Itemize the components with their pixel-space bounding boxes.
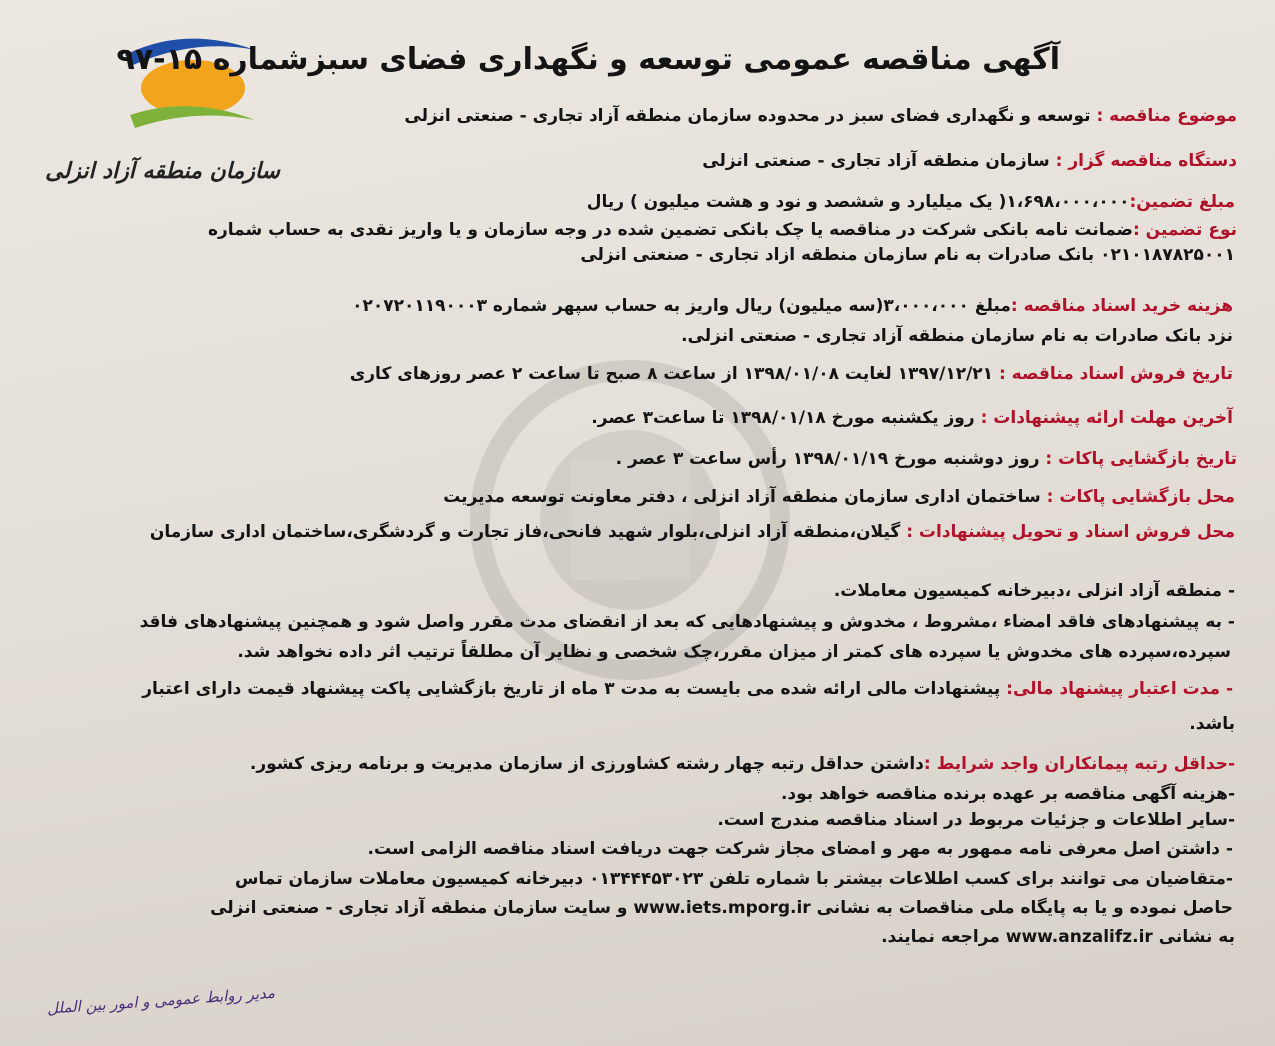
notice-line: [142, 677, 1233, 701]
notice-line-text: -سایر اطلاعات و جزئیات مربوط در اسناد مناقصه مندرج است.: [717, 810, 1235, 830]
notice-line-text: ضمانت نامه بانکی شرکت در مناقصه یا چک بانکی تضمین شده در وجه سازمان و یا واریز نقدی به حساب شماره: [207, 220, 1133, 240]
notice-line-text: نزد بانک صادرات به نام سازمان منطقه آزاد تجاری - صنعتی انزلی.: [681, 326, 1233, 346]
notice-line: [616, 447, 1237, 471]
notice-line: [443, 485, 1235, 509]
notice-line-text: مبلغ ۳،۰۰۰،۰۰۰(سه میلیون) ریال واریز به حساب سپهر شماره ۰۲۰۷۲۰۱۱۹۰۰۰۳: [352, 296, 1011, 316]
notice-line: [1189, 712, 1235, 736]
notice-line-text: ۰۲۱۰۱۸۷۸۲۵۰۰۱ بانک صادرات به نام سازمان منطقه ازاد تجاری - صنعتی انزلی: [580, 245, 1235, 265]
notice-line-text: ۱،۶۹۸،۰۰۰،۰۰۰( یک میلیارد و ششصد و نود و هشت میلیون ) ریال: [586, 192, 1130, 212]
signature: مدیر روابط عمومی و امور بین الملل: [46, 983, 276, 1018]
anzali-free-zone-logo-icon: [115, 20, 265, 140]
notice-line-text: پیشنهادات مالی ارائه شده می بایست به مدت ۳ ماه از تاریخ بازگشایی پاکت پیشنهاد قیمت دارای اعتبار: [142, 679, 1007, 699]
logo-text: سازمان منطقه آزاد انزلی: [45, 158, 280, 184]
notice-line: [580, 243, 1235, 267]
notice-line-label: محل فروش اسناد و تحویل پیشنهادات :: [906, 522, 1235, 542]
notice-line-text: داشتن حداقل رتبه چهار رشته کشاورزی از سازمان مدیریت و برنامه ریزی کشور.: [249, 754, 924, 774]
notice-line: [702, 149, 1237, 173]
notice-line-label: - مدت اعتبار پیشنهاد مالی:: [1006, 679, 1233, 699]
notice-line-label: تاریخ بازگشایی پاکات :: [1045, 449, 1237, 469]
notice-line-text: ساختمان اداری سازمان منطقه آزاد انزلی ، دفتر معاونت توسعه مدیریت: [443, 487, 1047, 507]
notice-line-text: به نشانی www.anzalifz.ir مراجعه نمایند.: [881, 927, 1235, 947]
notice-line-text: - داشتن اصل معرفی نامه ممهور به مهر و امضای مجاز شرکت جهت دریافت اسناد مناقصه الزامی است.: [367, 839, 1233, 859]
notice-line-label: دستگاه مناقصه گزار :: [1055, 151, 1237, 171]
notice-line: [352, 294, 1233, 318]
notice-line: [210, 896, 1233, 920]
notice-line: [208, 218, 1237, 242]
notice-line-text: روز یکشنبه مورخ ۱۳۹۸/۰۱/۱۸ تا ساعت۳ عصر.: [591, 408, 981, 428]
notice-line-text: روز دوشنبه مورخ ۱۳۹۸/۰۱/۱۹ رأس ساعت ۳ عصر .: [615, 449, 1046, 469]
notice-line-text: - به پیشنهادهای فاقد امضاء ،مشروط ، مخدوش و پیشنهادهایی که بعد از انقضای مدت مقرر واصل شود و همچنین پیشنهادهای فاقد: [139, 612, 1235, 632]
notice-line-text: -هزینه آگهی مناقصه بر عهده برنده مناقصه خواهد بود.: [780, 784, 1235, 804]
notice-line: [717, 808, 1235, 832]
notice-line: [237, 640, 1231, 664]
notice-line: [781, 782, 1235, 806]
notice-line-text: گیلان،منطقه آزاد انزلی،بلوار شهید فانحی،فاز تجارت و گردشگری،ساختمان اداری سازمان: [149, 522, 907, 542]
notice-line: [587, 190, 1235, 214]
notice-line-label: آخرین مهلت ارائه پیشنهادات :: [980, 408, 1233, 428]
notice-line-label: مبلغ تضمین:: [1129, 192, 1235, 212]
notice-line: [250, 752, 1235, 776]
notice-line: [140, 610, 1235, 634]
notice-line-label: نوع تضمین :: [1132, 220, 1237, 240]
notice-line-text: حاصل نموده و یا به پایگاه ملی مناقصات به نشانی www.iets.mporg.ir و سایت سازمان منطقه آزاد تجاری - صنعتی انزلی: [210, 898, 1233, 918]
notice-line: [404, 104, 1237, 128]
notice-line: [235, 867, 1233, 891]
notice-line-label: تاریخ فروش اسناد مناقصه :: [998, 364, 1233, 384]
notice-line-text: سپرده،سپرده های مخدوش یا سپرده های کمتر از میزان مقرر،چک شخصی و نظایر آن مطلقاً ترتیب اثر داده نخواهد شد.: [237, 642, 1231, 662]
notice-line-text: باشد.: [1189, 714, 1235, 734]
notice-line: [150, 520, 1235, 544]
notice-line-label: هزینه خرید اسناد مناقصه :: [1010, 296, 1233, 316]
notice-line: [881, 925, 1235, 949]
notice-line: [591, 406, 1233, 430]
notice-line-text: سازمان منطقه آزاد تجاری - صنعتی انزلی: [702, 151, 1056, 171]
notice-line-label: موضوع مناقصه :: [1096, 106, 1237, 126]
notice-line-label: -حداقل رتبه پیمانکاران واجد شرایط :: [923, 754, 1235, 774]
page-title: آگهی مناقصه عمومی توسعه و نگهداری فضای سبزشماره ۱۵-۹۷: [116, 42, 1060, 77]
notice-line: [834, 579, 1235, 603]
notice-line-text: توسعه و نگهداری فضای سبز در محدوده سازمان منطقه آزاد تجاری - صنعتی انزلی: [404, 106, 1097, 126]
notice-line-text: - منطقه آزاد انزلی ،دبیرخانه کمیسیون معاملات.: [833, 581, 1235, 601]
notice-line-label: محل بازگشایی پاکات :: [1046, 487, 1235, 507]
notice-line-text: ۱۳۹۷/۱۲/۲۱ لغایت ۱۳۹۸/۰۱/۰۸ از ساعت ۸ صبح تا ساعت ۲ عصر روزهای کاری: [349, 364, 999, 384]
notice-line-text: -متقاضیان می توانند برای کسب اطلاعات بیشتر با شماره تلفن ۰۱۳۴۴۴۵۳۰۲۳ دبیرخانه کمیسیون معاملات سازمان تماس: [234, 869, 1233, 889]
notice-line: [368, 837, 1233, 861]
notice-line: [681, 324, 1233, 348]
notice-line: [350, 362, 1233, 386]
